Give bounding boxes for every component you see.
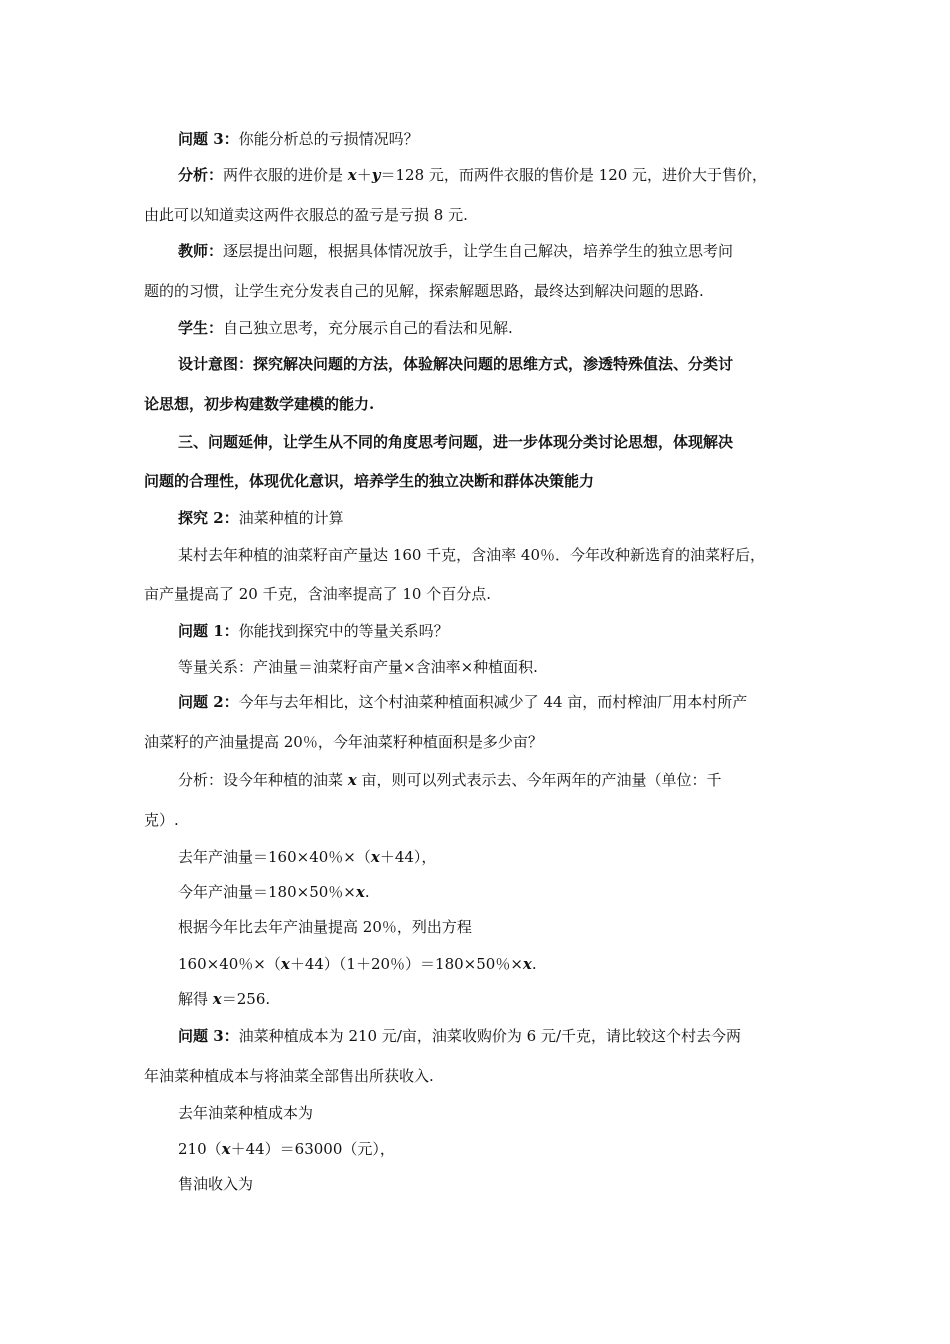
design-intent-line-1: 设计意图：探究解决问题的方法，体验解决问题的思维方式，渗透特殊值法、分类讨 bbox=[178, 355, 734, 373]
variable-x: x bbox=[221, 1140, 231, 1158]
analysis-label: 分析： bbox=[178, 166, 224, 184]
question-text: 今年与去年相比，这个村油菜种植面积减少了 44 亩，而村榨油厂用本村所产 bbox=[238, 693, 748, 711]
variable-x: x bbox=[355, 883, 365, 901]
student-line bbox=[178, 318, 513, 338]
question-3b-line-2: 年油菜种植成本与将油菜全部售出所获收入. bbox=[144, 1067, 434, 1085]
question-label: 问题 1： bbox=[178, 622, 239, 640]
variable-x: x bbox=[212, 990, 222, 1008]
question-2-line-2: 油菜籽的产油量提高 20％，今年油菜籽种植面积是多少亩？ bbox=[144, 733, 543, 751]
variable-y: y bbox=[371, 166, 381, 184]
question-text: 油菜种植成本为 210 元/亩，油菜收购价为 6 元/千克，请比较这个村去今两 bbox=[238, 1027, 742, 1045]
teacher-text: 逐层提出问题，根据具体情况放手，让学生自己解决，培养学生的独立思考问 bbox=[223, 242, 734, 260]
solution-text: ＝256. bbox=[221, 990, 271, 1008]
question-label: 问题 3： bbox=[178, 130, 239, 148]
equation-text: . bbox=[364, 883, 370, 901]
solution-text: 解得 bbox=[178, 990, 213, 1008]
equation-this-year bbox=[178, 882, 370, 902]
equation-text: . bbox=[531, 955, 537, 973]
question-3b-line-1 bbox=[178, 1026, 741, 1046]
question-label: 问题 2： bbox=[178, 693, 239, 711]
analysis-line-2: 由此可以知道卖这两件衣服总的盈亏是亏损 8 元. bbox=[144, 206, 468, 224]
analysis-2-line-1 bbox=[178, 770, 722, 790]
equal-relation-line: 等量关系：产油量＝油菜籽亩产量×含油率×种植面积. bbox=[178, 658, 538, 676]
explore-title: 油菜种植的计算 bbox=[238, 509, 344, 527]
question-3-heading bbox=[178, 129, 419, 149]
analysis-text: 分析：设今年种植的油菜 bbox=[178, 771, 348, 789]
plus-sign: ＋ bbox=[356, 166, 372, 184]
analysis-text: 亩，则可以列式表示去、今年两年的产油量（单位：千 bbox=[356, 771, 722, 789]
equation-text: ＋44）（1＋20％）＝180×50％× bbox=[289, 955, 523, 973]
variable-x: x bbox=[280, 955, 290, 973]
problem-paragraph-line-2: 亩产量提高了 20 千克，含油率提高了 10 个百分点. bbox=[144, 585, 492, 603]
equation-text: 210（ bbox=[178, 1140, 222, 1158]
question-2-line-1 bbox=[178, 692, 747, 712]
variable-x: x bbox=[522, 955, 532, 973]
cost-label: 去年油菜种植成本为 bbox=[178, 1104, 314, 1122]
teacher-label: 教师： bbox=[178, 242, 224, 260]
section-3-heading-line-1: 三、问题延伸，让学生从不同的角度思考问题，进一步体现分类讨论思想，体现解决 bbox=[178, 433, 734, 451]
solution-line bbox=[178, 989, 270, 1009]
income-label: 售油收入为 bbox=[178, 1175, 254, 1193]
equation-text: 去年产油量＝160×40％×（ bbox=[178, 848, 371, 866]
teacher-line-1 bbox=[178, 241, 733, 261]
question-label: 问题 3： bbox=[178, 1027, 239, 1045]
question-text: 你能分析总的亏损情况吗？ bbox=[238, 130, 419, 148]
analysis-text: 两件衣服的进价是 bbox=[223, 166, 348, 184]
variable-x: x bbox=[347, 771, 357, 789]
explore-label: 探究 2： bbox=[178, 509, 239, 527]
equation-intro: 根据今年比去年产油量提高 20％，列出方程 bbox=[178, 918, 472, 936]
student-label: 学生： bbox=[178, 319, 224, 337]
cost-equation bbox=[178, 1139, 395, 1159]
equation-main bbox=[178, 954, 537, 974]
analysis-line-1 bbox=[178, 165, 767, 185]
variable-x: x bbox=[347, 166, 357, 184]
explore-2-heading bbox=[178, 508, 344, 528]
equation-text: ＋44）＝63000（元）， bbox=[230, 1140, 395, 1158]
teacher-line-2: 题的的习惯，让学生充分发表自己的见解，探索解题思路，最终达到解决问题的思路. bbox=[144, 282, 704, 300]
analysis-text: ＝128 元，而两件衣服的售价是 120 元，进价大于售价， bbox=[380, 166, 768, 184]
question-1-line bbox=[178, 621, 449, 641]
equation-text: 160×40％×（ bbox=[178, 955, 281, 973]
student-text: 自己独立思考，充分展示自己的看法和见解. bbox=[223, 319, 513, 337]
question-text: 你能找到探究中的等量关系吗？ bbox=[238, 622, 449, 640]
design-intent-line-2: 论思想，初步构建数学建模的能力. bbox=[144, 395, 375, 413]
section-3-heading-line-2: 问题的合理性，体现优化意识，培养学生的独立决断和群体决策能力 bbox=[144, 472, 595, 490]
variable-x: x bbox=[370, 848, 380, 866]
equation-text: ＋44）， bbox=[379, 848, 437, 866]
analysis-2-line-2: 克）. bbox=[144, 811, 179, 829]
equation-text: 今年产油量＝180×50％× bbox=[178, 883, 356, 901]
problem-paragraph-line-1: 某村去年种植的油菜籽亩产量达 160 千克，含油率 40％．今年改种新选育的油菜籽后， bbox=[178, 546, 766, 564]
equation-last-year bbox=[178, 847, 436, 867]
